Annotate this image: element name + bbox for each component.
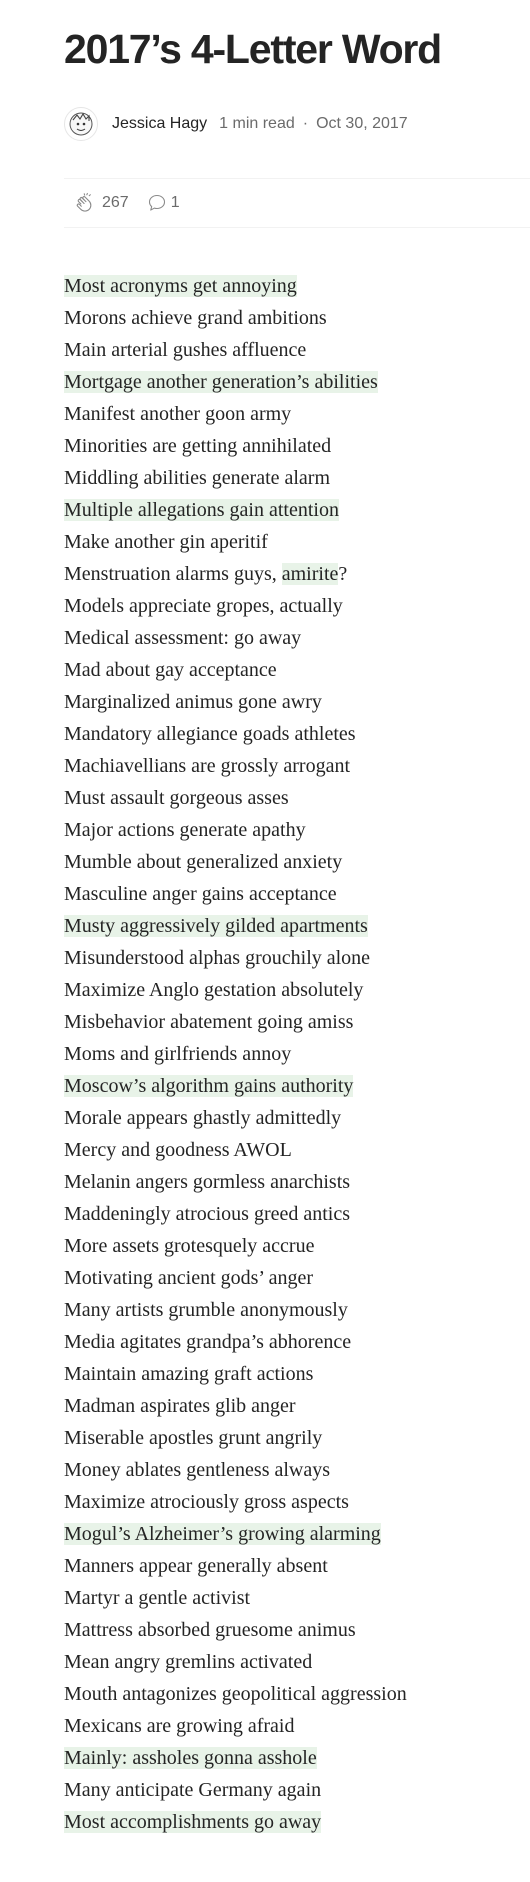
poem-line <box>64 1326 407 1358</box>
poem-line <box>64 1006 407 1038</box>
line-text: Marginalized animus gone awry <box>64 691 322 713</box>
line-text: Mercy and goodness AWOL <box>64 1139 292 1161</box>
response-count: 1 <box>170 194 180 211</box>
poem-line <box>64 814 407 846</box>
engagement-bar <box>64 178 530 228</box>
clap-icon <box>74 192 96 214</box>
line-text: Mattress absorbed gruesome animus <box>64 1619 356 1641</box>
poem-line <box>64 910 407 942</box>
poem-line <box>64 782 407 814</box>
poem-line <box>64 1678 407 1710</box>
byline-separator: · <box>302 115 309 132</box>
poem-lines <box>64 270 407 1838</box>
poem-line <box>64 1358 407 1390</box>
poem-line <box>64 366 407 398</box>
poem-line <box>64 558 407 590</box>
line-text: Maddeningly atrocious greed antics <box>64 1203 351 1225</box>
line-text: Media agitates grandpa’s abhorence <box>64 1331 352 1353</box>
line-text: Mexicans are growing afraid <box>64 1715 295 1737</box>
line-text: Misbehavior abatement going amiss <box>64 1011 354 1033</box>
line-text: Motivating ancient gods’ anger <box>64 1267 314 1289</box>
avatar-sketch-icon <box>68 111 94 137</box>
poem-line <box>64 1614 407 1646</box>
highlighted-text[interactable]: Moscow’s algorithm gains authority <box>64 1075 354 1097</box>
line-text: Moms and girlfriends annoy <box>64 1043 292 1065</box>
line-text: Manners appear generally absent <box>64 1555 328 1577</box>
line-text: Maintain amazing graft actions <box>64 1363 314 1385</box>
poem-line <box>64 1070 407 1102</box>
poem-line <box>64 654 407 686</box>
line-text: Medical assessment: go away <box>64 627 302 649</box>
highlighted-text[interactable]: Most acronyms get annoying <box>64 275 297 297</box>
poem-line <box>64 270 407 302</box>
line-text: Mad about gay acceptance <box>64 659 277 681</box>
line-text: Miserable apostles grunt angrily <box>64 1427 323 1449</box>
publish-date: Oct 30, 2017 <box>316 115 408 132</box>
line-text: Masculine anger gains acceptance <box>64 883 337 905</box>
poem-line <box>64 1742 407 1774</box>
poem-line <box>64 334 407 366</box>
line-text: Major actions generate apathy <box>64 819 306 841</box>
poem-line <box>64 462 407 494</box>
line-text: Mumble about generalized anxiety <box>64 851 343 873</box>
byline <box>64 106 408 142</box>
read-time: 1 min read <box>219 115 295 132</box>
poem-line <box>64 1198 407 1230</box>
clap-button[interactable] <box>74 192 129 214</box>
line-text: Madman aspirates glib anger <box>64 1395 296 1417</box>
highlighted-text[interactable]: Most accomplishments go away <box>64 1811 322 1833</box>
poem-line <box>64 302 407 334</box>
line-text: Melanin angers gormless anarchists <box>64 1171 351 1193</box>
line-text: Money ablates gentleness always <box>64 1459 331 1481</box>
line-text: Many artists grumble anonymously <box>64 1299 348 1321</box>
line-text: Manifest another goon army <box>64 403 292 425</box>
line-text: Maximize atrociously gross aspects <box>64 1491 349 1513</box>
poem-line <box>64 1102 407 1134</box>
poem-line <box>64 718 407 750</box>
poem-line <box>64 1262 407 1294</box>
line-text: Mandatory allegiance goads athletes <box>64 723 356 745</box>
poem-line <box>64 1582 407 1614</box>
line-text: Models appreciate gropes, actually <box>64 595 343 617</box>
highlighted-text[interactable]: Multiple allegations gain attention <box>64 499 339 521</box>
poem-line <box>64 1486 407 1518</box>
author-avatar[interactable] <box>64 107 98 141</box>
poem-line <box>64 1710 407 1742</box>
line-text: Main arterial gushes affluence <box>64 339 307 361</box>
line-text: Mouth antagonizes geopolitical aggression <box>64 1683 407 1705</box>
line-suffix: ? <box>338 563 348 585</box>
poem-line <box>64 1550 407 1582</box>
line-text: Mean angry gremlins activated <box>64 1651 313 1673</box>
line-text: Martyr a gentle activist <box>64 1587 251 1609</box>
poem-line <box>64 1230 407 1262</box>
poem-line <box>64 590 407 622</box>
highlighted-text[interactable]: Mainly: assholes gonna asshole <box>64 1747 317 1769</box>
author-name[interactable]: Jessica Hagy <box>112 115 208 132</box>
highlighted-text[interactable]: Mortgage another generation’s abilities <box>64 371 378 393</box>
highlighted-text[interactable]: Musty aggressively gilded apartments <box>64 915 368 937</box>
poem-line <box>64 974 407 1006</box>
poem-line <box>64 846 407 878</box>
line-text: Menstruation alarms guys, <box>64 563 282 585</box>
article-title: 2017’s 4-Letter Word <box>64 26 442 72</box>
poem-line <box>64 1774 407 1806</box>
line-text: Middling abilities generate alarm <box>64 467 331 489</box>
poem-line <box>64 1806 407 1838</box>
clap-count: 267 <box>102 194 129 211</box>
poem-line <box>64 622 407 654</box>
poem-line <box>64 494 407 526</box>
line-text: Morale appears ghastly admittedly <box>64 1107 342 1129</box>
line-text: Must assault gorgeous asses <box>64 787 289 809</box>
responses-button[interactable] <box>147 193 180 213</box>
poem-line <box>64 942 407 974</box>
highlighted-word[interactable]: amirite <box>281 563 339 585</box>
poem-line <box>64 1646 407 1678</box>
line-text: Make another gin aperitif <box>64 531 268 553</box>
poem-line <box>64 398 407 430</box>
poem-line <box>64 1422 407 1454</box>
line-text: Minorities are getting annihilated <box>64 435 332 457</box>
line-text: Misunderstood alphas grouchily alone <box>64 947 371 969</box>
poem-line <box>64 750 407 782</box>
highlighted-text[interactable]: Mogul’s Alzheimer’s growing alarming <box>64 1523 381 1545</box>
poem-line <box>64 1390 407 1422</box>
poem-line <box>64 1038 407 1070</box>
line-text: Maximize Anglo gestation absolutely <box>64 979 364 1001</box>
line-text: More assets grotesquely accrue <box>64 1235 315 1257</box>
line-text: Machiavellians are grossly arrogant <box>64 755 351 777</box>
poem-line <box>64 526 407 558</box>
poem-line <box>64 1166 407 1198</box>
poem-line <box>64 1454 407 1486</box>
poem-line <box>64 430 407 462</box>
poem-line <box>64 686 407 718</box>
poem-line <box>64 1518 407 1550</box>
poem-line <box>64 878 407 910</box>
poem-line <box>64 1294 407 1326</box>
line-text: Morons achieve grand ambitions <box>64 307 327 329</box>
poem-line <box>64 1134 407 1166</box>
line-text: Many anticipate Germany again <box>64 1779 322 1801</box>
response-bubble-icon <box>147 193 167 213</box>
